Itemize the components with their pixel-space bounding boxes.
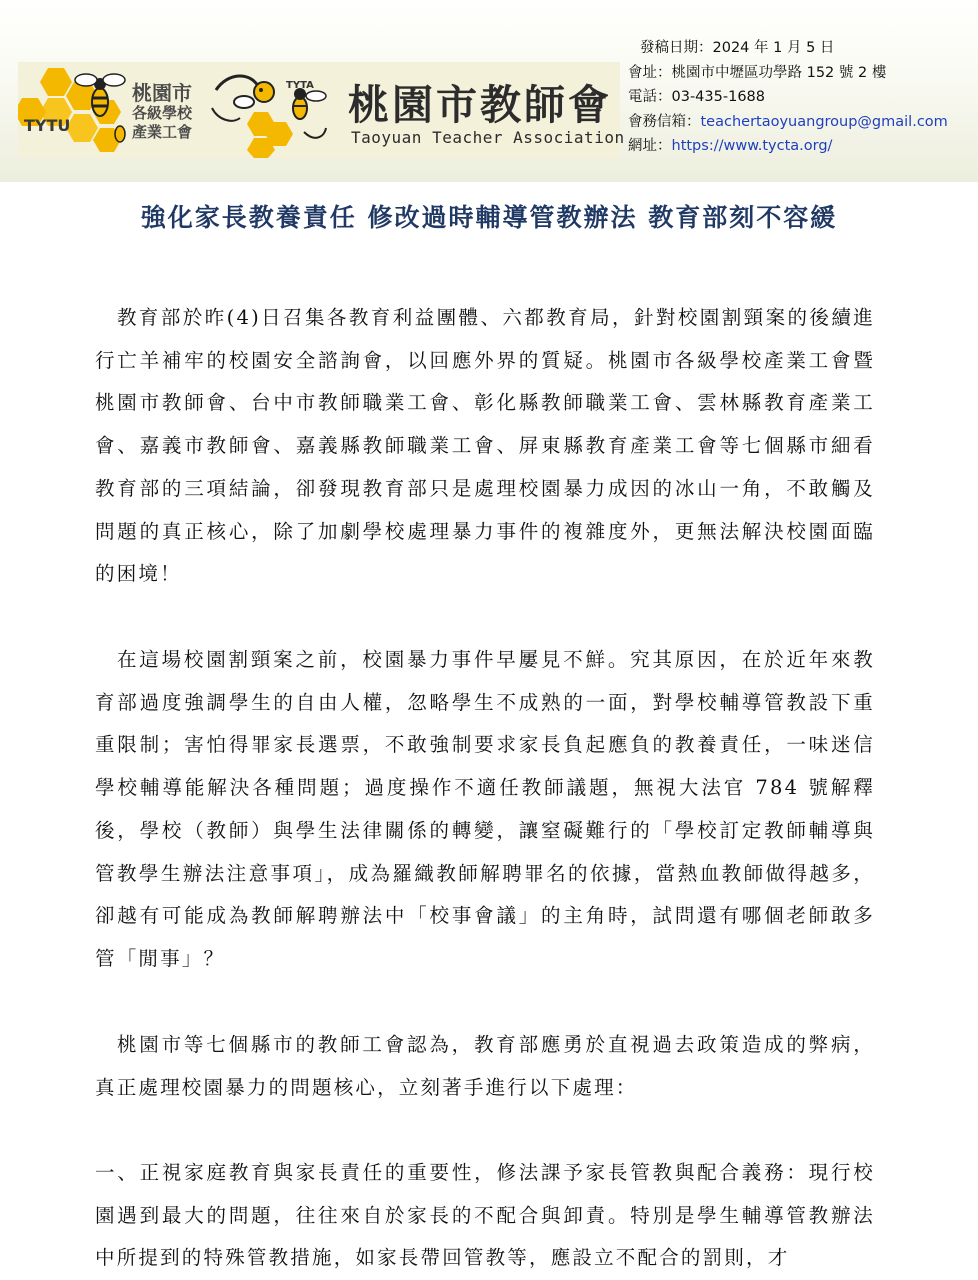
association-name-zh: 桃園市教師會 xyxy=(348,81,612,129)
contact-info xyxy=(628,36,974,159)
email-label: 會務信箱： xyxy=(628,113,701,130)
email-link[interactable]: teachertaoyuangroup@gmail.com xyxy=(700,113,948,130)
document-title: 強化家長教養責任 修改過時輔導管教辦法 教育部刻不容緩 xyxy=(140,203,838,232)
union-name xyxy=(132,82,222,142)
body-paragraph: 在這場校園割頸案之前，校園暴力事件早屢見不鮮。究其原因，在於近年來教育部過度強調學生的自由人權，忽略學生不成熟的一面，對學校輔導管教設下重重限制；害怕得罪家長選票，不敢強制要求家長負起應負的教養責任，一味迷信學校輔導能解決各種問題；過度操作不適任教師議題，無視大法官 784 號解釋後，學校（教師）與學生法律關係的轉變，讓窒礙難行的「學校訂定教師輔導與管教學生辦法注意事項」，成為羅織教師解聘罪名的依據，當熱血教師做得越多，卻越有可能成為教師解聘辦法中「校事會議」的主角時，試問還有哪個老師敢多管「閒事」？ xyxy=(95,648,875,970)
release-date: 發稿日期：2024 年 1 月 5 日 xyxy=(640,40,835,56)
union-name-line: 產業工會 xyxy=(132,123,193,141)
phone: 電話：03-435-1688 xyxy=(628,89,765,105)
association-name-en: Taoyuan Teacher Association xyxy=(351,128,625,147)
tyta-abbreviation: TYTA xyxy=(286,80,314,91)
address: 會址：桃園市中壢區功學路 152 號 2 樓 xyxy=(628,64,887,81)
website-label: 網址： xyxy=(628,138,672,154)
website-link[interactable]: https://www.tycta.org/ xyxy=(671,138,833,154)
body-paragraph: 教育部於昨(4)日召集各教育利益團體、六都教育局，針對校園割頸案的後續進行亡羊補牢的校園安全諮詢會，以回應外界的質疑。桃園市各級學校產業工會暨桃園市教師會、台中市教師職業工會、彰化縣教師職業工會、雲林縣教育產業工會、嘉義市教師會、嘉義縣教師職業工會、屏東縣教育產業工會等七個縣市細看教育部的三項結論，卻發現教育部只是處理校園暴力成因的冰山一角，不敢觸及問題的真正核心，除了加劇學校處理暴力事件的複雜度外，更無法解決校園面臨的困境！ xyxy=(95,306,875,586)
union-name-line: 桃園市 xyxy=(132,81,192,105)
union-name-line: 各級學校 xyxy=(132,104,193,122)
tytu-abbreviation: TYTU xyxy=(24,116,71,135)
website-row xyxy=(628,134,974,159)
body-paragraph: 桃園市等七個縣市的教師工會認為，教育部應勇於直視過去政策造成的弊病，真正處理校園暴力的問題核心，立刻著手進行以下處理： xyxy=(95,1033,875,1099)
email-row xyxy=(628,110,974,135)
body-paragraph: 一、正視家庭教育與家長責任的重要性，修法課予家長管教與配合義務：現行校園遇到最大的問題，往往來自於家長的不配合與卸責。特別是學生輔導管教辦法中所提到的特殊管教措施，如家長帶回管教等，應設立不配合的罰則，才 xyxy=(95,1161,875,1270)
letterhead-logo xyxy=(18,62,625,158)
